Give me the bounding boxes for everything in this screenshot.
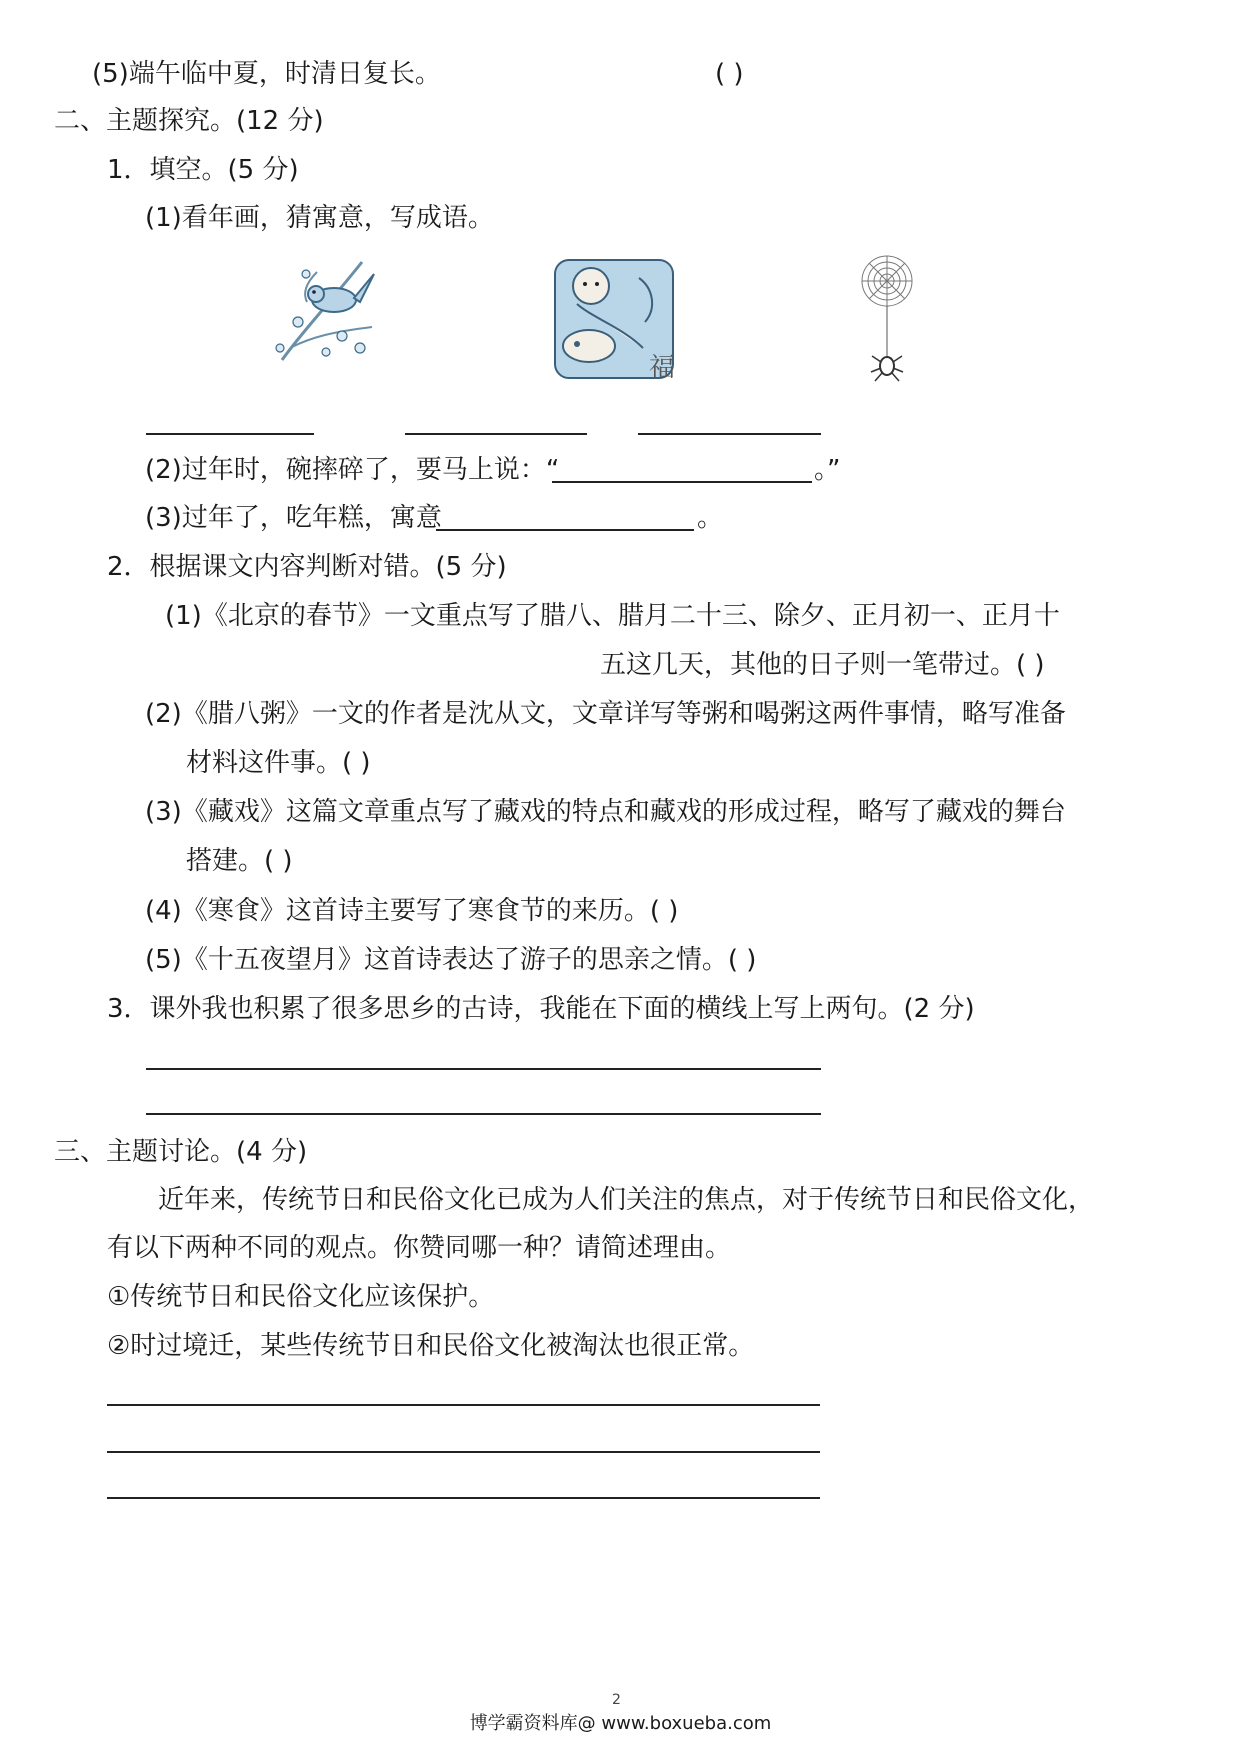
quote-close: 。” [814, 455, 841, 485]
question-1-part-3: (3)过年了，吃年糕，寓意 [145, 503, 442, 533]
viewpoint-1: ①传统节日和民俗文化应该保护。 [107, 1282, 495, 1312]
idiom-blank-3[interactable] [638, 433, 821, 435]
period-mark: 。 [697, 503, 724, 533]
question-2-title: 2．根据课文内容判断对错。(5 分) [107, 552, 507, 582]
idiom-blank-2[interactable] [405, 433, 587, 435]
judge-item-2-line-2: 材料这件事。( ) [186, 748, 371, 778]
judge-item-1-line-2: 五这几天，其他的日子则一笔带过。( ) [600, 650, 1045, 680]
page-number: 2 [612, 1692, 621, 1708]
discussion-paragraph-line-2: 有以下两种不同的观点。你赞同哪一种？请简述理由。 [107, 1233, 732, 1263]
judge-item-3-line-1: (3)《藏戏》这篇文章重点写了藏戏的特点和藏戏的形成过程，略写了藏戏的舞台 [145, 797, 1066, 827]
section-heading-2: 二、主题探究。(12 分) [54, 106, 324, 136]
spider-web-image [860, 254, 914, 384]
section-heading-3: 三、主题讨论。(4 分) [54, 1137, 308, 1167]
discussion-paragraph-line-1: 近年来，传统节日和民俗文化已成为人们关注的焦点，对于传统节日和民俗文化， [158, 1185, 1095, 1215]
question-1-title: 1．填空。(5 分) [107, 155, 299, 185]
judge-item-5: (5)《十五夜望月》这首诗表达了游子的思亲之情。( ) [145, 945, 757, 975]
idiom-blank-1[interactable] [146, 433, 314, 435]
answer-line-3[interactable] [107, 1497, 820, 1499]
answer-blank-2[interactable] [552, 481, 812, 483]
judge-item-2-line-1: (2)《腊八粥》一文的作者是沈从文，文章详写等粥和喝粥这两件事情，略写准备 [145, 699, 1066, 729]
answer-blank-3[interactable] [436, 529, 694, 531]
poem-line-blank-1[interactable] [146, 1068, 821, 1070]
poem-line-blank-2[interactable] [146, 1113, 821, 1115]
answer-line-1[interactable] [107, 1404, 820, 1406]
judge-item-4: (4)《寒食》这首诗主要写了寒食节的来历。( ) [145, 896, 679, 926]
question-item-5: (5)端午临中夏，时清日复长。 [92, 59, 441, 89]
judge-item-3-line-2: 搭建。( ) [186, 846, 293, 876]
question-1-part-2: (2)过年时，碗摔碎了，要马上说：“ [145, 455, 560, 485]
bird-on-plum-branch-image [262, 252, 380, 364]
fu-character: 福 [649, 353, 675, 380]
judge-item-1-line-1: (1)《北京的春节》一文重点写了腊八、腊月二十三、除夕、正月初一、正月十 [165, 601, 1060, 631]
question-3-title: 3．课外我也积累了很多思乡的古诗，我能在下面的横线上写上两句。(2 分) [107, 994, 975, 1024]
footer-watermark: 博学霸资料库@ www.boxueba.com [469, 1713, 772, 1734]
answer-parentheses[interactable]: ( ) [715, 59, 744, 89]
viewpoint-2: ②时过境迁，某些传统节日和民俗文化被淘汰也很正常。 [107, 1331, 755, 1361]
question-1-part-1: (1)看年画，猜寓意，写成语。 [145, 203, 494, 233]
child-with-fish-image [553, 258, 675, 380]
answer-line-2[interactable] [107, 1451, 820, 1453]
